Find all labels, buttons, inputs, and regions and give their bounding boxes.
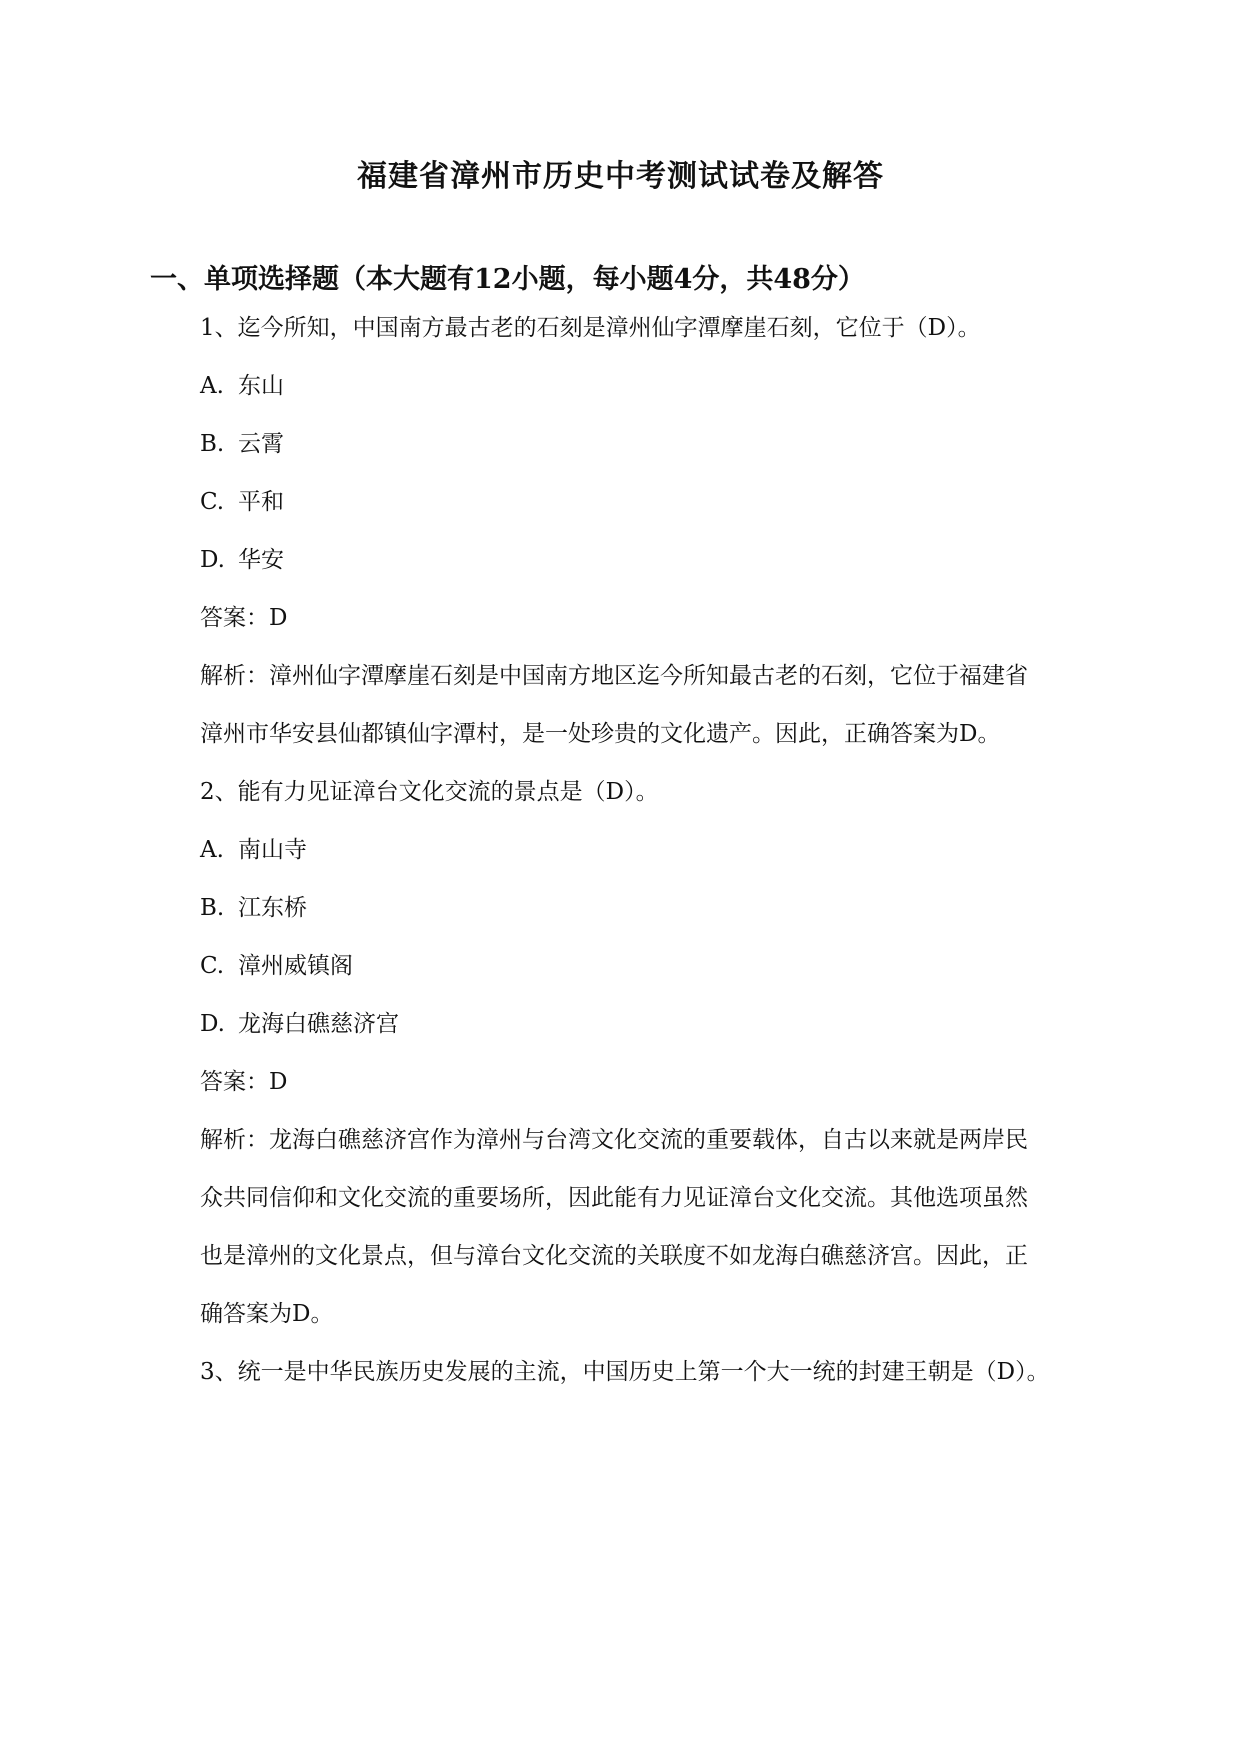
question-1-analysis-line-2: 漳州市华安县仙都镇仙字潭村，是一处珍贵的文化遗产。因此，正确答案为D。 <box>200 721 1001 747</box>
question-2-analysis-line-1: 解析：龙海白礁慈济宫作为漳州与台湾文化交流的重要载体，自古以来就是两岸民 <box>200 1127 1028 1153</box>
question-2-stem: 2、能有力见证漳台文化交流的景点是（D）。 <box>200 779 659 805</box>
question-3-stem: 3、统一是中华民族历史发展的主流，中国历史上第一个大一统的封建王朝是（D）。 <box>200 1359 1050 1385</box>
question-1-option-c <box>200 486 284 518</box>
option-letter: D. <box>200 547 225 573</box>
question-2-analysis-line-2: 众共同信仰和文化交流的重要场所，因此能有力见证漳台文化交流。其他选项虽然 <box>200 1185 1028 1211</box>
option-text: 东山 <box>238 373 284 399</box>
option-text: 平和 <box>238 489 284 515</box>
question-1-answer: 答案：D <box>200 605 288 631</box>
question-2-analysis-line-3: 也是漳州的文化景点，但与漳台文化交流的关联度不如龙海白礁慈济宫。因此，正 <box>200 1243 1028 1269</box>
option-text: 江东桥 <box>238 895 307 921</box>
question-1-option-b <box>200 428 284 460</box>
document-title: 福建省漳州市历史中考测试试卷及解答 <box>357 159 884 194</box>
question-1-stem: 1、迄今所知，中国南方最古老的石刻是漳州仙字潭摩崖石刻，它位于（D）。 <box>200 315 981 341</box>
option-letter: B. <box>200 895 225 921</box>
option-text: 南山寺 <box>238 837 307 863</box>
option-text: 云霄 <box>238 431 284 457</box>
option-letter: C. <box>200 489 225 515</box>
question-2-option-b <box>200 892 307 924</box>
option-letter: D. <box>200 1011 225 1037</box>
option-text: 华安 <box>238 547 284 573</box>
question-2-option-d <box>200 1008 399 1040</box>
option-letter: A. <box>200 373 224 399</box>
option-letter: A. <box>200 837 224 863</box>
option-letter: C. <box>200 953 225 979</box>
question-2-option-c <box>200 950 353 982</box>
question-2-analysis-line-4: 确答案为D。 <box>200 1301 334 1327</box>
option-text: 漳州威镇阁 <box>238 953 353 979</box>
option-text: 龙海白礁慈济宫 <box>238 1011 399 1037</box>
question-2-option-a <box>200 834 307 866</box>
section-heading: 一、单项选择题（本大题有12小题，每小题4分，共48分） <box>150 264 865 295</box>
question-1-analysis-line-1: 解析：漳州仙字潭摩崖石刻是中国南方地区迄今所知最古老的石刻，它位于福建省 <box>200 663 1028 689</box>
question-1-option-a <box>200 370 284 402</box>
option-letter: B. <box>200 431 225 457</box>
question-1-option-d <box>200 544 284 576</box>
question-2-answer: 答案：D <box>200 1069 288 1095</box>
